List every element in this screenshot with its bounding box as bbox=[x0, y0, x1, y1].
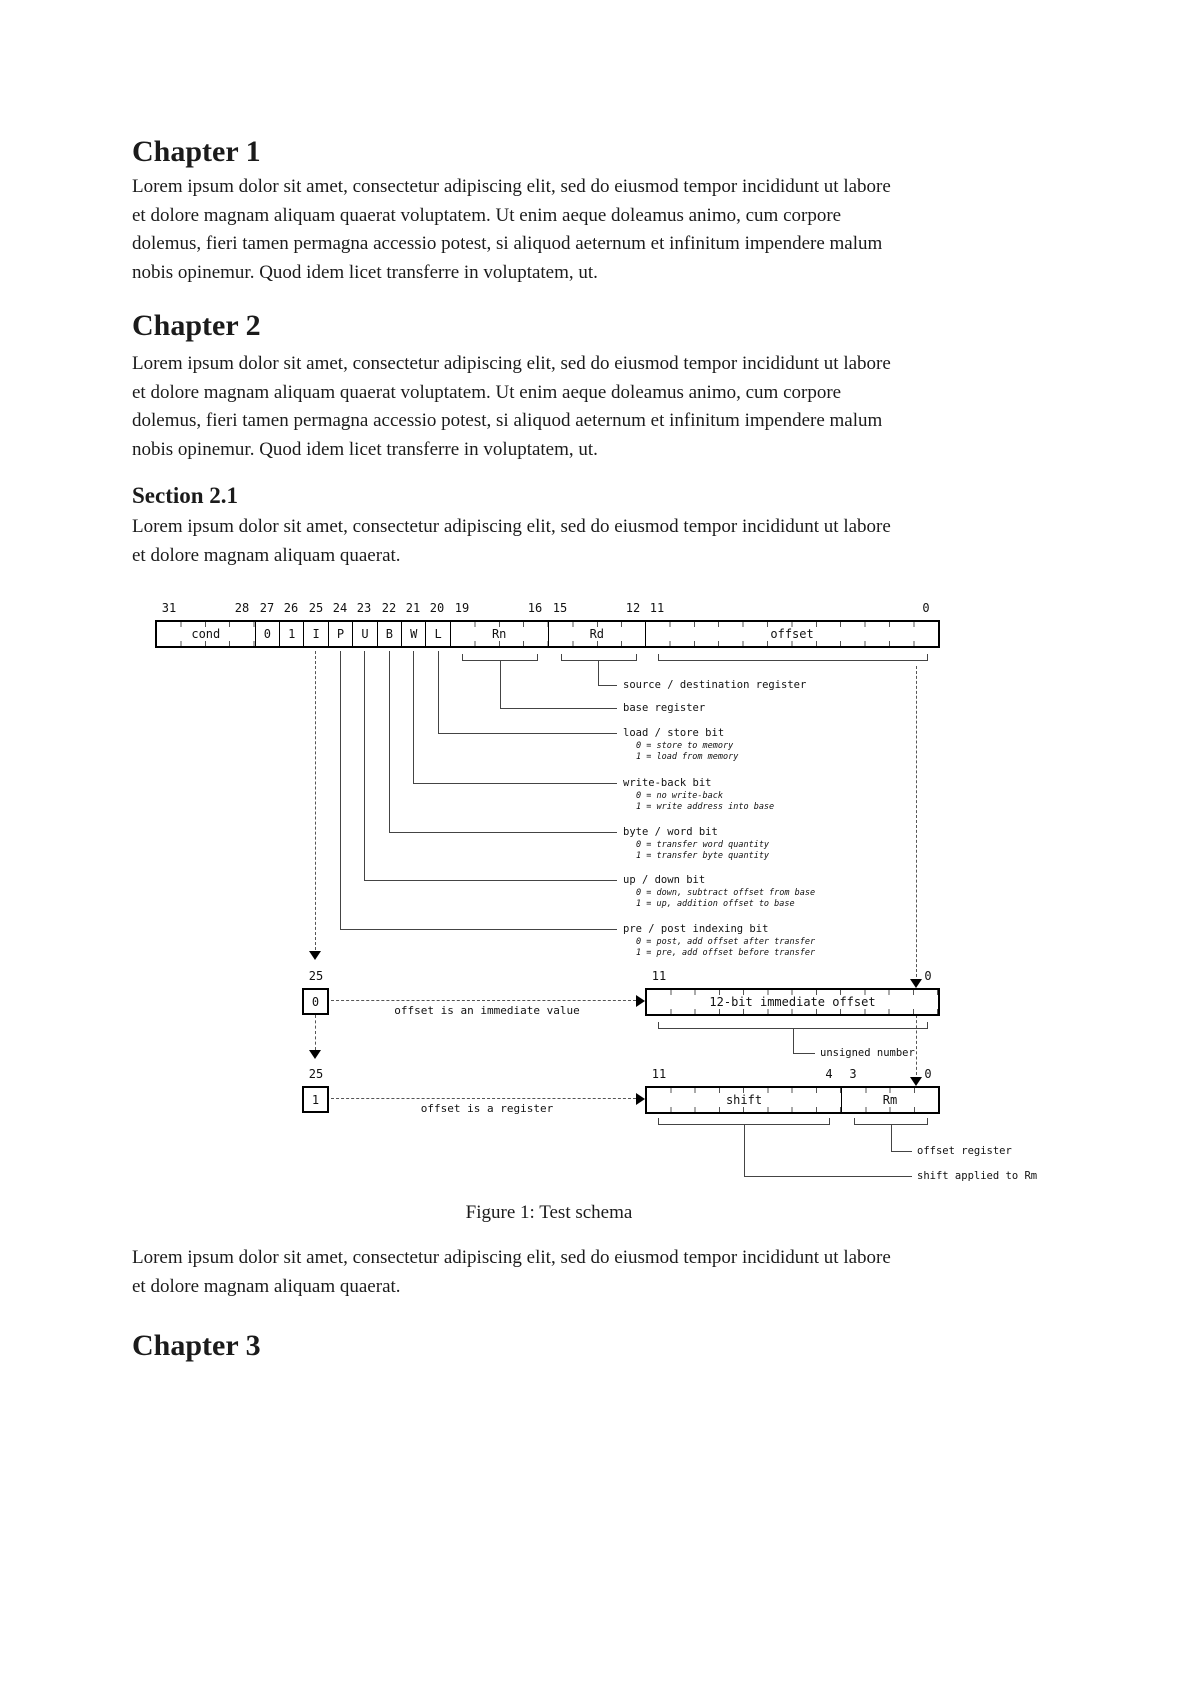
u-bit-line bbox=[364, 651, 365, 880]
bit-label-22: 22 bbox=[381, 601, 397, 615]
bit-label-24: 24 bbox=[332, 601, 348, 615]
annotation-source-dest: source / destination register bbox=[623, 679, 807, 691]
field-immediate-offset: 12-bit immediate offset bbox=[647, 990, 938, 1014]
section-2-1-heading: Section 2.1 bbox=[132, 483, 239, 508]
annotation-load-store: load / store bit bbox=[623, 727, 725, 739]
annotation-sub: 0 = down, subtract offset from base bbox=[636, 888, 816, 898]
field-W: W bbox=[401, 622, 425, 646]
immediate-bracket bbox=[658, 1022, 928, 1029]
dashed-arrow-line bbox=[331, 1098, 636, 1099]
bit-label-0: 0 bbox=[924, 969, 932, 983]
field-U: U bbox=[352, 622, 376, 646]
l-bit-line bbox=[438, 651, 439, 733]
annotation-sub: 1 = transfer byte quantity bbox=[636, 850, 770, 861]
i-bit-dashed-line-2 bbox=[315, 1015, 316, 1050]
annotation-write-back: write-back bit bbox=[623, 777, 712, 789]
bit-label-20: 20 bbox=[429, 601, 445, 615]
rm-stem-line bbox=[891, 1125, 892, 1151]
bit-label-12: 12 bbox=[625, 601, 641, 615]
i-flag-0-box: 0 bbox=[302, 988, 329, 1015]
annotation-pre-post: pre / post indexing bit bbox=[623, 923, 769, 935]
annotation-sub: 0 = transfer word quantity bbox=[636, 840, 770, 850]
shift-applied-label: shift applied to Rm bbox=[917, 1170, 1038, 1182]
annotation-sub: 0 = store to memory bbox=[636, 741, 734, 751]
annotation-sub: 1 = pre, add offset before transfer bbox=[636, 947, 816, 958]
b-connector bbox=[389, 832, 617, 833]
field-shift: shift bbox=[647, 1088, 841, 1112]
offset-bracket bbox=[658, 654, 928, 661]
chapter-2-heading: Chapter 2 bbox=[132, 309, 261, 342]
b-bit-line bbox=[389, 651, 390, 832]
annotation-up-down: up / down bit bbox=[623, 874, 706, 886]
unsigned-connector bbox=[793, 1053, 815, 1054]
w-bit-line bbox=[413, 651, 414, 783]
right-arrow-icon bbox=[636, 995, 645, 1007]
paragraph-line: Lorem ipsum dolor sit amet, consectetur adipiscing elit, sed do eiusmod tempor incididunt ut labore bbox=[132, 353, 891, 374]
immediate-offset-box bbox=[645, 988, 940, 1016]
paragraph-line: et dolore magnam aliquam quaerat. bbox=[132, 1275, 401, 1297]
field-const0: 0 bbox=[255, 622, 279, 646]
bit-label-26: 26 bbox=[283, 601, 299, 615]
p-bit-line bbox=[340, 651, 341, 929]
shift-connector bbox=[744, 1176, 912, 1177]
annotation-base-register: base register bbox=[623, 702, 706, 714]
paragraph-line: dolemus, fieri tamen permagna accessio potest, si aliquod aeternum et infinitum impendere malum bbox=[132, 233, 883, 254]
bit-label-11: 11 bbox=[649, 601, 665, 615]
bit-label-25: 25 bbox=[308, 601, 324, 615]
register-caption: offset is a register bbox=[420, 1102, 554, 1115]
offset-dashed-line bbox=[916, 666, 917, 977]
down-arrow-icon bbox=[309, 951, 321, 960]
bit-label-16: 16 bbox=[527, 601, 543, 615]
rd-connector bbox=[598, 685, 617, 686]
shift-bracket bbox=[658, 1118, 830, 1125]
paragraph-line: nobis opinemur. Quod idem licet transferre in voluptatem, ut. bbox=[132, 261, 598, 283]
shift-rm-box bbox=[645, 1086, 940, 1114]
bit-label-4: 4 bbox=[825, 1067, 833, 1081]
bit-label-27: 27 bbox=[259, 601, 275, 615]
rm-bracket bbox=[854, 1118, 928, 1125]
rn-stem-line bbox=[500, 661, 501, 708]
unsigned-stem-line bbox=[793, 1029, 794, 1053]
bit-label-19: 19 bbox=[454, 601, 470, 615]
rd-stem-line bbox=[598, 661, 599, 685]
w-connector bbox=[413, 783, 617, 784]
p-connector bbox=[340, 929, 617, 930]
bit-label-0: 0 bbox=[922, 601, 930, 615]
field-const1: 1 bbox=[279, 622, 303, 646]
right-arrow-icon bbox=[636, 1093, 645, 1105]
bit-label-11: 11 bbox=[651, 1067, 667, 1081]
down-arrow-icon bbox=[309, 1050, 321, 1059]
paragraph-line: dolemus, fieri tamen permagna accessio potest, si aliquod aeternum et infinitum impendere malum bbox=[132, 410, 883, 431]
annotation-sub: 1 = write address into base bbox=[636, 801, 775, 812]
annotation-byte-word: byte / word bit bbox=[623, 826, 718, 838]
field-Rn: Rn bbox=[450, 622, 548, 646]
chapter-1-heading: Chapter 1 bbox=[132, 135, 261, 168]
paragraph-line: et dolore magnam aliquam quaerat voluptatem. Ut enim aeque doleamus animo, cum corpore bbox=[132, 204, 842, 226]
bit-label-31: 31 bbox=[161, 601, 177, 615]
rn-bracket bbox=[462, 654, 538, 661]
field-Rd: Rd bbox=[548, 622, 646, 646]
bit-label-21: 21 bbox=[405, 601, 421, 615]
instruction-word-box bbox=[155, 620, 940, 648]
rm-connector bbox=[891, 1151, 912, 1152]
annotation-sub: 0 = no write-back bbox=[636, 791, 723, 801]
bit-label-23: 23 bbox=[356, 601, 372, 615]
annotation-sub: 1 = up, addition offset to base bbox=[636, 898, 795, 909]
annotation-sub: 1 = load from memory bbox=[636, 751, 739, 762]
offset-register-label: offset register bbox=[917, 1145, 1012, 1157]
paragraph-line: Lorem ipsum dolor sit amet, consectetur adipiscing elit, sed do eiusmod tempor incididunt ut labore bbox=[132, 1247, 891, 1268]
bit-label-0: 0 bbox=[924, 1067, 932, 1081]
down-arrow-icon bbox=[910, 1077, 922, 1086]
field-B: B bbox=[377, 622, 401, 646]
bit-label-25: 25 bbox=[308, 1067, 324, 1081]
field-rm: Rm bbox=[841, 1088, 938, 1112]
dashed-arrow-line bbox=[331, 1000, 636, 1001]
figure-caption: Figure 1: Test schema bbox=[465, 1202, 633, 1223]
rn-connector bbox=[500, 708, 617, 709]
paragraph-line: et dolore magnam aliquam quaerat voluptatem. Ut enim aeque doleamus animo, cum corpore bbox=[132, 381, 842, 403]
bit-label-3: 3 bbox=[849, 1067, 857, 1081]
immediate-caption: offset is an immediate value bbox=[394, 1004, 580, 1017]
field-L: L bbox=[425, 622, 449, 646]
i-flag-1-box: 1 bbox=[302, 1086, 329, 1113]
u-connector bbox=[364, 880, 617, 881]
paragraph-line: nobis opinemur. Quod idem licet transferre in voluptatem, ut. bbox=[132, 438, 598, 460]
field-P: P bbox=[328, 622, 352, 646]
annotation-sub: 0 = post, add offset after transfer bbox=[636, 937, 816, 947]
paragraph-line: Lorem ipsum dolor sit amet, consectetur adipiscing elit, sed do eiusmod tempor incididunt ut labore bbox=[132, 176, 891, 197]
down-arrow-icon bbox=[910, 979, 922, 988]
paragraph-line: et dolore magnam aliquam quaerat. bbox=[132, 544, 401, 566]
chapter-3-heading: Chapter 3 bbox=[132, 1329, 261, 1362]
closing-paragraph bbox=[132, 1244, 982, 1301]
unsigned-number-label: unsigned number bbox=[820, 1047, 915, 1059]
shift-stem-line bbox=[744, 1125, 745, 1176]
bit-label-25: 25 bbox=[308, 969, 324, 983]
bit-label-11: 11 bbox=[651, 969, 667, 983]
field-offset: offset bbox=[645, 622, 938, 646]
bit-label-28: 28 bbox=[234, 601, 250, 615]
l-connector bbox=[438, 733, 617, 734]
field-I: I bbox=[303, 622, 327, 646]
bit-label-15: 15 bbox=[552, 601, 568, 615]
rd-bracket bbox=[561, 654, 637, 661]
paragraph-line: Lorem ipsum dolor sit amet, consectetur adipiscing elit, sed do eiusmod tempor incididunt ut labore bbox=[132, 516, 891, 537]
i-bit-dashed-line bbox=[315, 651, 316, 950]
field-cond: cond bbox=[157, 622, 255, 646]
